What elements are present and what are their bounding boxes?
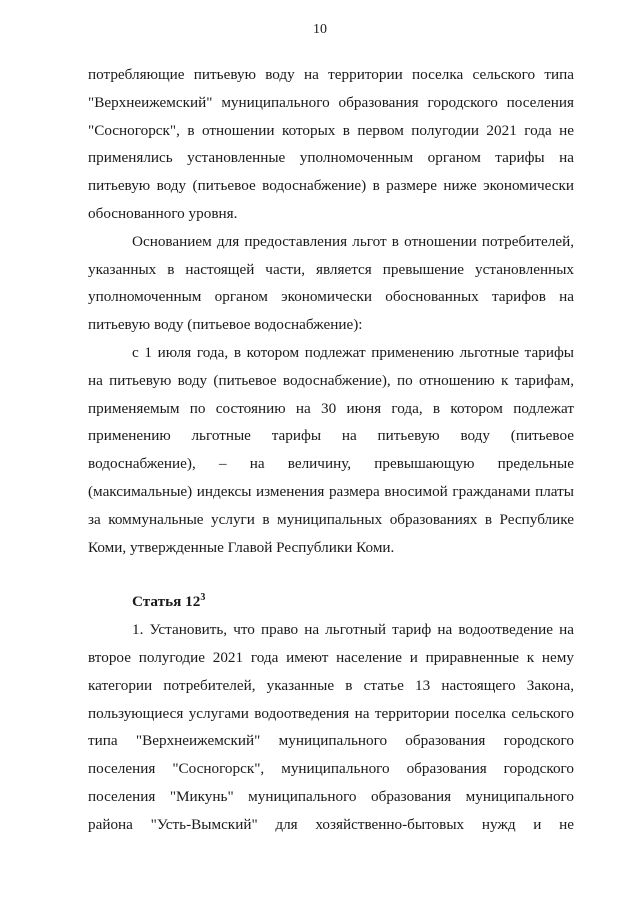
text-line: Основанием для предоставления льгот в отношении потребителей, xyxy=(132,232,574,250)
text-line: указанных в настоящей части, является превышение установленных xyxy=(88,260,574,278)
text-line: категории потребителей, указанные в статье 13 настоящего Закона, xyxy=(88,676,574,694)
article-heading xyxy=(88,588,574,616)
text-line: "Верхнеижемский" муниципального образования городского поселения xyxy=(88,93,574,111)
text-line: "Сосногорск", в отношении которых в первом полугодии 2021 года не xyxy=(88,121,574,139)
article-paragraph-1 xyxy=(88,616,574,838)
text-line: применялись установленные уполномоченным органом тарифы на xyxy=(88,149,574,167)
text-line: водоснабжение), – на величину, превышающую предельные xyxy=(88,455,574,473)
text-line: (максимальные) индексы изменения размера вносимой гражданами платы xyxy=(88,482,574,500)
text-line: пользующиеся услугами водоотведения на территории поселка сельского xyxy=(88,704,574,722)
text-line: применению льготные тарифы на питьевую воду (питьевое xyxy=(88,427,574,445)
text-line: уполномоченным органом экономически обоснованных тарифов на xyxy=(88,288,574,306)
text-line: Коми, утвержденные Главой Республики Коми. xyxy=(88,538,395,556)
text-line: второе полугодие 2021 года имеют население и приравненные к нему xyxy=(88,648,574,666)
text-line: с 1 июля года, в котором подлежат применению льготные тарифы xyxy=(132,343,574,361)
text-line: потребляющие питьевую воду на территории поселка сельского типа xyxy=(88,66,574,83)
text-line: применяемым по состоянию на 30 июня года, в котором подлежат xyxy=(88,399,574,417)
text-line: обоснованного уровня. xyxy=(88,204,238,222)
text-line: типа "Верхнеижемский" муниципального образования городского xyxy=(88,732,574,750)
paragraph-1 xyxy=(88,61,574,228)
text-line: поселения "Микунь" муниципального образования муниципального xyxy=(88,787,574,805)
paragraph-3 xyxy=(88,339,574,561)
article-title: Статья 12 xyxy=(132,593,201,611)
text-line: поселения "Сосногорск", муниципального образования городского xyxy=(88,760,574,778)
article-superscript: 3 xyxy=(200,592,206,604)
text-line: питьевую воду (питьевое водоснабжение) в размере ниже экономически xyxy=(88,177,574,195)
text-line: за коммунальные услуги в муниципальных образованиях в Республике xyxy=(88,510,574,528)
text-line: 1. Установить, что право на льготный тариф на водоотведение на xyxy=(132,621,574,639)
paragraph-2 xyxy=(88,228,574,339)
document-body xyxy=(88,61,574,839)
text-line: на питьевую воду (питьевое водоснабжение), по отношению к тарифам, xyxy=(88,371,574,389)
page-number: 10 xyxy=(313,22,327,37)
text-line: питьевую воду (питьевое водоснабжение): xyxy=(88,316,363,334)
text-line: района "Усть-Вымский" для хозяйственно-бытовых нужд и не xyxy=(88,815,574,833)
